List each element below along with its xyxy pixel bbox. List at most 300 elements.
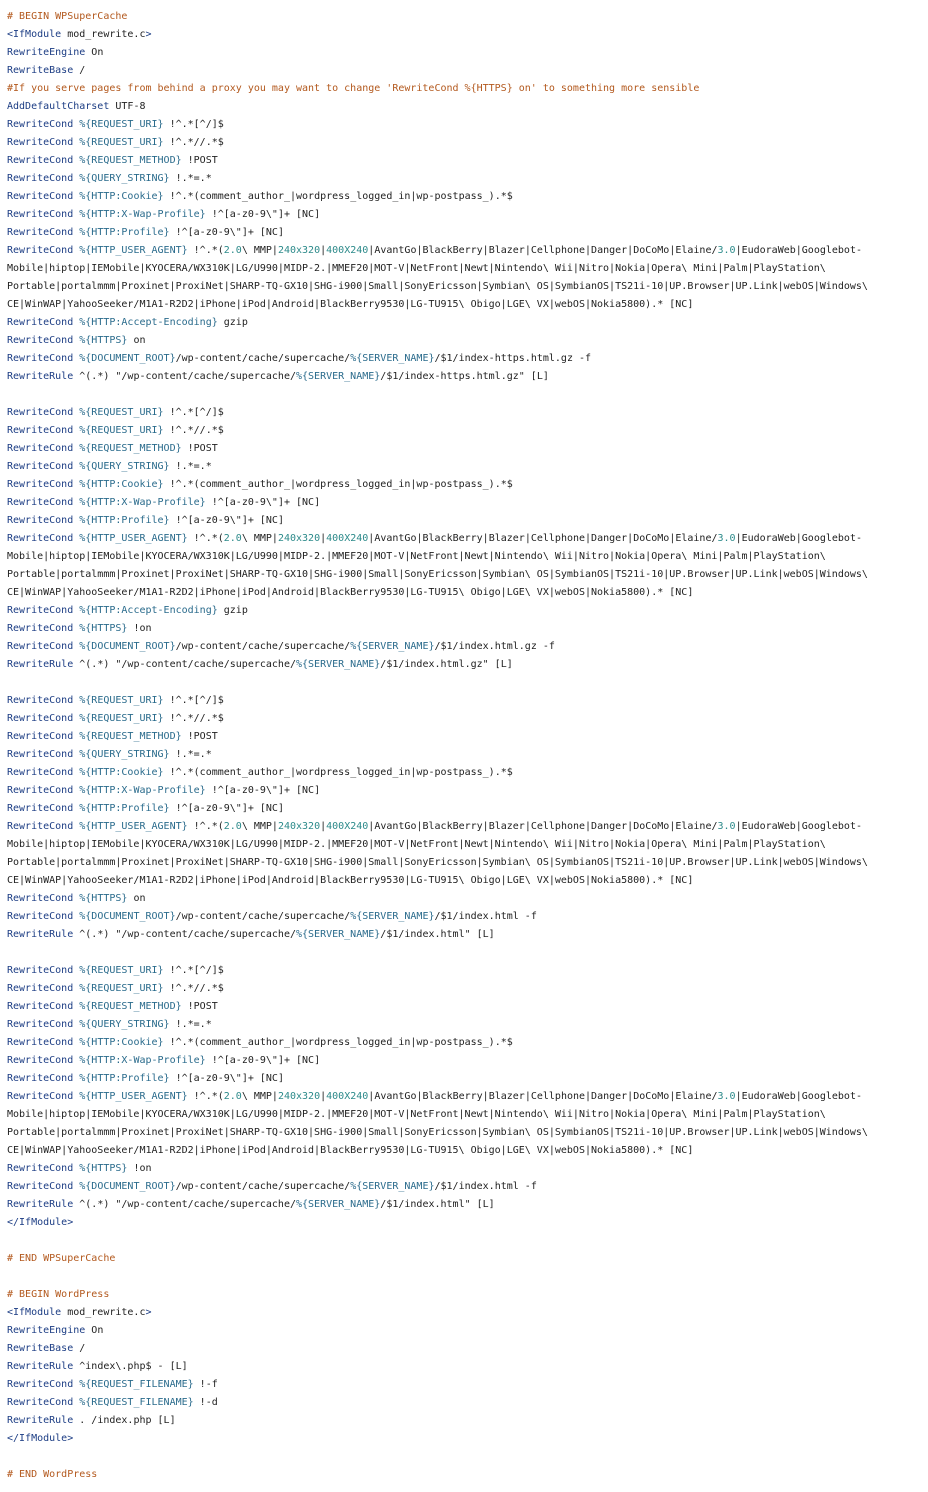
text-token: !^[a-z0-9\"]+ [NC]	[205, 209, 321, 220]
code-line	[7, 1376, 921, 1394]
code-line	[7, 332, 921, 350]
code-line	[7, 188, 921, 206]
highlight-token: 3.0	[717, 821, 736, 832]
directive-token: RewriteCond	[7, 1001, 74, 1012]
directive-token: RewriteCond	[7, 605, 74, 616]
comment-token: # BEGIN WPSuperCache	[7, 11, 128, 22]
code-line	[7, 746, 921, 764]
code-line	[7, 134, 921, 152]
directive-token: RewriteRule	[7, 929, 74, 940]
directive-token: RewriteCond	[7, 803, 74, 814]
text-token: !-d	[193, 1397, 218, 1408]
text-token: Portable|portalmmm|Proxinet|ProxiNet|SHARP-TQ-GX10|SHG-i900|Small|SonyEricsson|Symbian\ OS|SymbianOS|TS21i-10|UP.Browser|UP.Link|webOS|Windows\	[7, 569, 868, 580]
text-token: Portable|portalmmm|Proxinet|ProxiNet|SHARP-TQ-GX10|SHG-i900|Small|SonyEricsson|Symbian\ OS|SymbianOS|TS21i-10|UP.Browser|UP.Link|webOS|Windows\	[7, 281, 868, 292]
code-line	[7, 872, 921, 890]
code-line	[7, 764, 921, 782]
directive-token: RewriteCond	[7, 173, 74, 184]
directive-token: RewriteCond	[7, 209, 74, 220]
text-token: |AvantGo|BlackBerry|Blazer|Cellphone|Danger|DoCoMo|Elaine/	[368, 533, 718, 544]
directive-token: RewriteEngine	[7, 1325, 86, 1336]
variable-token: %{SERVER_NAME}	[350, 1181, 435, 1192]
text-token: /	[73, 65, 86, 76]
tag-token: <IfModule	[7, 1307, 62, 1318]
highlight-token: 2.0	[223, 533, 242, 544]
text-token: |AvantGo|BlackBerry|Blazer|Cellphone|Danger|DoCoMo|Elaine/	[368, 245, 718, 256]
text-token: !^[a-z0-9\"]+ [NC]	[205, 1055, 321, 1066]
code-line	[7, 440, 921, 458]
highlight-token: 240x320	[277, 245, 321, 256]
text-token: \ MMP|	[241, 245, 278, 256]
variable-token: %{REQUEST_METHOD}	[79, 731, 182, 742]
directive-token: RewriteCond	[7, 533, 74, 544]
code-line	[7, 62, 921, 80]
text-token: !^.*//.*$	[163, 713, 224, 724]
text-token: !POST	[181, 731, 218, 742]
directive-token: RewriteCond	[7, 1091, 74, 1102]
highlight-token: 400X240	[326, 245, 369, 256]
code-line	[7, 422, 921, 440]
variable-token: %{HTTPS}	[79, 335, 128, 346]
directive-token: RewriteCond	[7, 515, 74, 526]
directive-token: RewriteCond	[7, 353, 74, 364]
text-token: Portable|portalmmm|Proxinet|ProxiNet|SHARP-TQ-GX10|SHG-i900|Small|SonyEricsson|Symbian\ OS|SymbianOS|TS21i-10|UP.Browser|UP.Link|webOS|Windows\	[7, 857, 868, 868]
directive-token: RewriteCond	[7, 623, 74, 634]
variable-token: %{HTTP_USER_AGENT}	[79, 533, 188, 544]
code-line	[7, 998, 921, 1016]
code-line	[7, 80, 921, 98]
directive-token: RewriteCond	[7, 983, 74, 994]
variable-token: %{REQUEST_METHOD}	[79, 443, 182, 454]
code-line	[7, 1160, 921, 1178]
code-line	[7, 1250, 921, 1268]
highlight-token: 240x320	[277, 533, 321, 544]
comment-token: #If you serve pages from behind a proxy you may want to change 'RewriteCond %{HTTPS} on' to something more sensible	[7, 83, 700, 94]
text-token: !POST	[181, 1001, 218, 1012]
comment-token: # END WordPress	[7, 1469, 98, 1480]
text-token: !^.*[^/]$	[163, 119, 224, 130]
code-line	[7, 152, 921, 170]
variable-token: %{QUERY_STRING}	[79, 1019, 170, 1030]
highlight-token: 2.0	[223, 245, 242, 256]
variable-token: %{HTTP:Profile}	[79, 803, 170, 814]
code-line	[7, 962, 921, 980]
code-line	[7, 800, 921, 818]
code-line	[7, 296, 921, 314]
text-token: On	[85, 1325, 104, 1336]
directive-token: RewriteRule	[7, 1199, 74, 1210]
text-token: |EudoraWeb|Googlebot-	[735, 821, 862, 832]
text-token: !^[a-z0-9\"]+ [NC]	[169, 1073, 284, 1084]
variable-token: %{SERVER_NAME}	[350, 641, 435, 652]
variable-token: %{HTTP:Profile}	[79, 515, 170, 526]
variable-token: %{SERVER_NAME}	[350, 911, 435, 922]
code-line	[7, 116, 921, 134]
code-line	[7, 1052, 921, 1070]
code-line	[7, 494, 921, 512]
text-token: |	[320, 1091, 327, 1102]
variable-token: %{SERVER_NAME}	[296, 371, 381, 382]
variable-token: %{HTTP:Cookie}	[79, 1037, 164, 1048]
directive-token: RewriteCond	[7, 137, 74, 148]
directive-token: RewriteEngine	[7, 47, 86, 58]
code-line	[7, 710, 921, 728]
text-token: ^index\.php$ - [L]	[73, 1361, 188, 1372]
text-token: CE|WinWAP|YahooSeeker/M1A1-R2D2|iPhone|iPod|Android|BlackBerry9530|LG-TU915\ Obigo|LGE\ VX|webOS|Nokia5800).* [NC]	[7, 587, 694, 598]
text-token: gzip	[217, 317, 248, 328]
text-token: !-f	[193, 1379, 218, 1390]
code-line	[7, 1178, 921, 1196]
variable-token: %{HTTP:X-Wap-Profile}	[79, 785, 206, 796]
variable-token: %{HTTP_USER_AGENT}	[79, 245, 188, 256]
text-token: !^[a-z0-9\"]+ [NC]	[169, 803, 284, 814]
code-line	[7, 530, 921, 548]
text-token: ^(.*) "/wp-content/cache/supercache/	[73, 371, 296, 382]
directive-token: RewriteCond	[7, 497, 74, 508]
variable-token: %{REQUEST_URI}	[79, 119, 164, 130]
text-token: |EudoraWeb|Googlebot-	[735, 533, 862, 544]
code-line	[7, 476, 921, 494]
variable-token: %{REQUEST_URI}	[79, 713, 164, 724]
tag-token: <IfModule	[7, 29, 62, 40]
text-token: !.*=.*	[169, 173, 212, 184]
code-line	[7, 1430, 921, 1448]
text-token: mod_rewrite.c	[61, 1307, 146, 1318]
highlight-token: 3.0	[717, 245, 736, 256]
code-line	[7, 1142, 921, 1160]
text-token: !^.*[^/]$	[163, 695, 224, 706]
text-token: |	[320, 533, 327, 544]
variable-token: %{HTTP:Accept-Encoding}	[79, 317, 218, 328]
directive-token: RewriteCond	[7, 245, 74, 256]
variable-token: %{HTTP:Profile}	[79, 227, 170, 238]
code-line	[7, 260, 921, 278]
variable-token: %{REQUEST_URI}	[79, 137, 164, 148]
variable-token: %{DOCUMENT_ROOT}	[79, 641, 176, 652]
text-token: !^.*(comment_author_|wordpress_logged_in|wp-postpass_).*$	[163, 191, 513, 202]
code-line	[7, 1070, 921, 1088]
code-line	[7, 818, 921, 836]
text-token: CE|WinWAP|YahooSeeker/M1A1-R2D2|iPhone|iPod|Android|BlackBerry9530|LG-TU915\ Obigo|LGE\ VX|webOS|Nokia5800).* [NC]	[7, 299, 694, 310]
directive-token: RewriteRule	[7, 371, 74, 382]
highlight-token: 240x320	[277, 821, 321, 832]
code-line	[7, 278, 921, 296]
text-token: !^.*[^/]$	[163, 407, 224, 418]
code-line	[7, 782, 921, 800]
code-line	[7, 44, 921, 62]
variable-token: %{HTTPS}	[79, 1163, 128, 1174]
text-token: Mobile|hiptop|IEMobile|KYOCERA/WX310K|LG/U990|MIDP-2.|MMEF20|MOT-V|NetFront|Newt|Nintendo\ Wii|Nitro|Nokia|Opera\ Mini|Palm|PlayStation\	[7, 1109, 826, 1120]
directive-token: RewriteCond	[7, 1181, 74, 1192]
variable-token: %{REQUEST_METHOD}	[79, 1001, 182, 1012]
directive-token: RewriteCond	[7, 317, 74, 328]
code-line	[7, 1286, 921, 1304]
directive-token: RewriteCond	[7, 227, 74, 238]
text-token: /$1/index-https.html.gz -f	[434, 353, 592, 364]
code-line	[7, 242, 921, 260]
variable-token: %{HTTP:X-Wap-Profile}	[79, 209, 206, 220]
text-token: !.*=.*	[169, 461, 212, 472]
highlight-token: 3.0	[717, 1091, 736, 1102]
directive-token: RewriteCond	[7, 1037, 74, 1048]
variable-token: %{HTTPS}	[79, 623, 128, 634]
code-line	[7, 170, 921, 188]
text-token: |	[320, 821, 327, 832]
text-token: /wp-content/cache/supercache/	[175, 641, 351, 652]
code-line	[7, 890, 921, 908]
text-token: . /index.php [L]	[73, 1415, 176, 1426]
code-line	[7, 548, 921, 566]
text-token: mod_rewrite.c	[61, 29, 146, 40]
code-line	[7, 692, 921, 710]
text-token: ^(.*) "/wp-content/cache/supercache/	[73, 1199, 296, 1210]
variable-token: %{DOCUMENT_ROOT}	[79, 1181, 176, 1192]
code-line	[7, 1106, 921, 1124]
text-token: !POST	[181, 443, 218, 454]
directive-token: RewriteCond	[7, 911, 74, 922]
text-token: Mobile|hiptop|IEMobile|KYOCERA/WX310K|LG/U990|MIDP-2.|MMEF20|MOT-V|NetFront|Newt|Nintendo\ Wii|Nitro|Nokia|Opera\ Mini|Palm|PlayStation\	[7, 839, 826, 850]
tag-token: </IfModule>	[7, 1217, 74, 1228]
text-token: /wp-content/cache/supercache/	[175, 911, 351, 922]
variable-token: %{HTTP:Cookie}	[79, 191, 164, 202]
text-token: !^[a-z0-9\"]+ [NC]	[205, 785, 321, 796]
blank-line	[7, 944, 921, 962]
directive-token: RewriteCond	[7, 461, 74, 472]
variable-token: %{DOCUMENT_ROOT}	[79, 353, 176, 364]
text-token: !^.*[^/]$	[163, 965, 224, 976]
directive-token: RewriteCond	[7, 155, 74, 166]
highlight-token: 400X240	[326, 533, 369, 544]
code-line	[7, 1088, 921, 1106]
directive-token: RewriteRule	[7, 659, 74, 670]
text-token: /wp-content/cache/supercache/	[175, 1181, 351, 1192]
directive-token: RewriteCond	[7, 821, 74, 832]
variable-token: %{REQUEST_FILENAME}	[79, 1397, 194, 1408]
text-token: !^.*(	[187, 245, 224, 256]
directive-token: RewriteCond	[7, 1019, 74, 1030]
directive-token: RewriteBase	[7, 65, 74, 76]
directive-token: RewriteCond	[7, 407, 74, 418]
blank-line	[7, 674, 921, 692]
code-line	[7, 458, 921, 476]
text-token: !on	[127, 1163, 152, 1174]
text-token: !^.*//.*$	[163, 425, 224, 436]
directive-token: RewriteCond	[7, 479, 74, 490]
text-token: /$1/index.html" [L]	[380, 929, 495, 940]
text-token: /$1/index.html" [L]	[380, 1199, 495, 1210]
text-token: !^[a-z0-9\"]+ [NC]	[169, 227, 284, 238]
directive-token: RewriteCond	[7, 641, 74, 652]
highlight-token: 2.0	[223, 1091, 242, 1102]
comment-token: # BEGIN WordPress	[7, 1289, 110, 1300]
variable-token: %{REQUEST_URI}	[79, 965, 164, 976]
text-token: !.*=.*	[169, 1019, 212, 1030]
text-token: Portable|portalmmm|Proxinet|ProxiNet|SHARP-TQ-GX10|SHG-i900|Small|SonyEricsson|Symbian\ OS|SymbianOS|TS21i-10|UP.Browser|UP.Link|webOS|Windows\	[7, 1127, 868, 1138]
text-token: !^[a-z0-9\"]+ [NC]	[169, 515, 284, 526]
tag-token: </IfModule>	[7, 1433, 74, 1444]
code-line	[7, 1340, 921, 1358]
variable-token: %{SERVER_NAME}	[296, 1199, 381, 1210]
code-line	[7, 1214, 921, 1232]
code-line	[7, 566, 921, 584]
text-token: ^(.*) "/wp-content/cache/supercache/	[73, 929, 296, 940]
text-token: !.*=.*	[169, 749, 212, 760]
code-line	[7, 1016, 921, 1034]
code-line	[7, 368, 921, 386]
directive-token: RewriteCond	[7, 425, 74, 436]
directive-token: RewriteCond	[7, 749, 74, 760]
variable-token: %{REQUEST_METHOD}	[79, 155, 182, 166]
code-line	[7, 638, 921, 656]
blank-line	[7, 1448, 921, 1466]
blank-line	[7, 1268, 921, 1286]
directive-token: RewriteCond	[7, 1055, 74, 1066]
text-token: |AvantGo|BlackBerry|Blazer|Cellphone|Danger|DoCoMo|Elaine/	[368, 1091, 718, 1102]
variable-token: %{SERVER_NAME}	[296, 659, 381, 670]
htaccess-code-listing	[7, 8, 921, 1484]
text-token: /$1/index.html.gz -f	[434, 641, 555, 652]
comment-token: # END WPSuperCache	[7, 1253, 116, 1264]
code-line	[7, 1124, 921, 1142]
code-line	[7, 8, 921, 26]
text-token: /	[73, 1343, 86, 1354]
text-token: CE|WinWAP|YahooSeeker/M1A1-R2D2|iPhone|iPod|Android|BlackBerry9530|LG-TU915\ Obigo|LGE\ VX|webOS|Nokia5800).* [NC]	[7, 875, 694, 886]
text-token: on	[127, 893, 146, 904]
blank-line	[7, 386, 921, 404]
code-line	[7, 1304, 921, 1322]
text-token: !^.*//.*$	[163, 983, 224, 994]
text-token: |EudoraWeb|Googlebot-	[735, 245, 862, 256]
code-line	[7, 620, 921, 638]
directive-token: RewriteCond	[7, 335, 74, 346]
directive-token: RewriteBase	[7, 1343, 74, 1354]
directive-token: RewriteCond	[7, 119, 74, 130]
directive-token: RewriteRule	[7, 1415, 74, 1426]
text-token: /$1/index.html.gz" [L]	[380, 659, 513, 670]
directive-token: RewriteCond	[7, 893, 74, 904]
variable-token: %{QUERY_STRING}	[79, 173, 170, 184]
variable-token: %{HTTP_USER_AGENT}	[79, 821, 188, 832]
variable-token: %{REQUEST_URI}	[79, 425, 164, 436]
text-token: On	[85, 47, 104, 58]
variable-token: %{DOCUMENT_ROOT}	[79, 911, 176, 922]
variable-token: %{SERVER_NAME}	[296, 929, 381, 940]
directive-token: RewriteCond	[7, 1163, 74, 1174]
code-line	[7, 656, 921, 674]
text-token: !^.*(comment_author_|wordpress_logged_in|wp-postpass_).*$	[163, 479, 513, 490]
code-line	[7, 1196, 921, 1214]
variable-token: %{REQUEST_URI}	[79, 695, 164, 706]
variable-token: %{HTTP:Profile}	[79, 1073, 170, 1084]
code-line	[7, 1412, 921, 1430]
code-line	[7, 224, 921, 242]
directive-token: RewriteCond	[7, 1379, 74, 1390]
directive-token: RewriteCond	[7, 443, 74, 454]
text-token: gzip	[217, 605, 248, 616]
text-token: /$1/index.html -f	[434, 911, 537, 922]
code-line	[7, 98, 921, 116]
code-line	[7, 1466, 921, 1484]
directive-token: RewriteRule	[7, 1361, 74, 1372]
text-token: |EudoraWeb|Googlebot-	[735, 1091, 862, 1102]
text-token: /$1/index.html -f	[434, 1181, 537, 1192]
directive-token: RewriteCond	[7, 785, 74, 796]
code-line	[7, 1322, 921, 1340]
text-token: on	[127, 335, 146, 346]
directive-token: RewriteCond	[7, 1397, 74, 1408]
highlight-token: 3.0	[717, 533, 736, 544]
code-line	[7, 26, 921, 44]
highlight-token: 400X240	[326, 1091, 369, 1102]
variable-token: %{QUERY_STRING}	[79, 749, 170, 760]
directive-token: AddDefaultCharset	[7, 101, 110, 112]
highlight-token: 2.0	[223, 821, 242, 832]
code-line	[7, 926, 921, 944]
code-line	[7, 584, 921, 602]
text-token: CE|WinWAP|YahooSeeker/M1A1-R2D2|iPhone|iPod|Android|BlackBerry9530|LG-TU915\ Obigo|LGE\ VX|webOS|Nokia5800).* [NC]	[7, 1145, 694, 1156]
text-token: Mobile|hiptop|IEMobile|KYOCERA/WX310K|LG/U990|MIDP-2.|MMEF20|MOT-V|NetFront|Newt|Nintendo\ Wii|Nitro|Nokia|Opera\ Mini|Palm|PlayStation\	[7, 263, 826, 274]
variable-token: %{SERVER_NAME}	[350, 353, 435, 364]
code-line	[7, 1034, 921, 1052]
code-line	[7, 404, 921, 422]
variable-token: %{REQUEST_FILENAME}	[79, 1379, 194, 1390]
code-line	[7, 980, 921, 998]
variable-token: %{HTTP:X-Wap-Profile}	[79, 497, 206, 508]
text-token: !^.*(	[187, 1091, 224, 1102]
text-token: !^.*(	[187, 821, 224, 832]
text-token: |AvantGo|BlackBerry|Blazer|Cellphone|Danger|DoCoMo|Elaine/	[368, 821, 718, 832]
text-token: UTF-8	[109, 101, 146, 112]
code-line	[7, 512, 921, 530]
code-line	[7, 908, 921, 926]
directive-token: RewriteCond	[7, 713, 74, 724]
text-token: !^.*(comment_author_|wordpress_logged_in|wp-postpass_).*$	[163, 767, 513, 778]
directive-token: RewriteCond	[7, 191, 74, 202]
directive-token: RewriteCond	[7, 965, 74, 976]
text-token: !^[a-z0-9\"]+ [NC]	[205, 497, 321, 508]
highlight-token: 240x320	[277, 1091, 321, 1102]
blank-line	[7, 1232, 921, 1250]
text-token: |	[320, 245, 327, 256]
variable-token: %{REQUEST_URI}	[79, 983, 164, 994]
code-line	[7, 314, 921, 332]
code-line	[7, 854, 921, 872]
text-token: !on	[127, 623, 152, 634]
code-line	[7, 836, 921, 854]
variable-token: %{HTTPS}	[79, 893, 128, 904]
code-line	[7, 1394, 921, 1412]
text-token: !POST	[181, 155, 218, 166]
code-line	[7, 1358, 921, 1376]
text-token: \ MMP|	[241, 821, 278, 832]
variable-token: %{HTTP:Accept-Encoding}	[79, 605, 218, 616]
code-line	[7, 728, 921, 746]
code-line	[7, 350, 921, 368]
text-token: !^.*//.*$	[163, 137, 224, 148]
text-token: \ MMP|	[241, 1091, 278, 1102]
variable-token: %{REQUEST_URI}	[79, 407, 164, 418]
text-token: \ MMP|	[241, 533, 278, 544]
variable-token: %{HTTP:Cookie}	[79, 479, 164, 490]
text-token: !^.*(	[187, 533, 224, 544]
variable-token: %{HTTP_USER_AGENT}	[79, 1091, 188, 1102]
code-line	[7, 602, 921, 620]
text-token: /wp-content/cache/supercache/	[175, 353, 351, 364]
tag-token: >	[145, 29, 152, 40]
text-token: !^.*(comment_author_|wordpress_logged_in|wp-postpass_).*$	[163, 1037, 513, 1048]
directive-token: RewriteCond	[7, 767, 74, 778]
highlight-token: 400X240	[326, 821, 369, 832]
variable-token: %{HTTP:X-Wap-Profile}	[79, 1055, 206, 1066]
